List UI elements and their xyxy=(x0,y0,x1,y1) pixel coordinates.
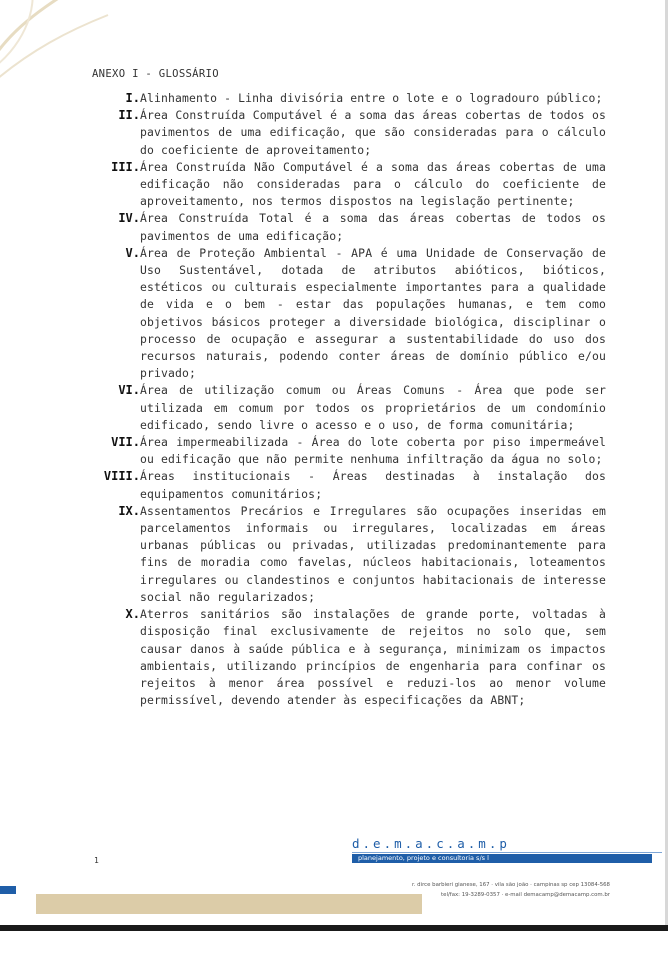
item-text: Área Construída Não Computável é a soma das áreas cobertas de uma edificação não consideradas para o cálculo do coeficiente de aproveitamento, nos termos dispostos na legislação pertinente; xyxy=(140,159,606,209)
glossary-item xyxy=(60,382,606,434)
document-title: ANEXO I - GLOSSÁRIO xyxy=(92,68,219,80)
item-text: Alinhamento - Linha divisória entre o lote e o logradouro público; xyxy=(140,91,603,105)
company-logo xyxy=(352,836,612,862)
logo-wordmark: d.e.m.a.c.a.m.p xyxy=(352,836,510,851)
footer-accent-bar xyxy=(0,886,16,894)
item-text: Área Construída Total é a soma das áreas cobertas de todos os pavimentos de uma edificação; xyxy=(140,211,606,243)
page-number: 1 xyxy=(94,856,99,865)
glossary-item xyxy=(60,210,606,244)
item-text: Área impermeabilizada - Área do lote coberta por piso impermeável ou edificação que não permite nenhuma infiltração da água no solo; xyxy=(140,435,606,467)
glossary-list xyxy=(60,90,606,709)
glossary-item xyxy=(60,503,606,606)
item-number: IV. xyxy=(118,211,140,226)
logo-divider xyxy=(352,852,662,853)
glossary-item xyxy=(60,90,606,107)
logo-tagline: planejamento, projeto e consultoria s/s l xyxy=(352,854,652,863)
footer-phone-email: tel/fax: 19-3289-0357 · e-mail demacamp@demacamp.com.br xyxy=(441,892,610,898)
item-text: Assentamentos Precários e Irregulares são ocupações inseridas em parcelamentos informais ou irregulares, localizadas em áreas urbanas públicas ou privadas, utilizadas predominantemente para fins de moradia como favelas, núcleos habitacionais, loteamentos irregulares ou clandestinos e conjuntos habitacionais de interesse social não regularizados; xyxy=(140,503,606,604)
item-number: VII. xyxy=(111,435,140,450)
item-text: Área de Proteção Ambiental - APA é uma Unidade de Conservação de Uso Sustentável, dotada de atributos abióticos, bióticos, estéticos ou culturais especialmente importantes para a qualidade de vida e o bem - estar das populações humanas, e tem como objetivos básicos proteger a diversidade biológica, disciplinar o processo de ocupação e assegurar a sustentabilidade do uso dos recursos naturais, podendo conter áreas de domínio público e/ou privado; xyxy=(140,245,606,381)
item-text: Área Construída Computável é a soma das áreas cobertas de todos os pavimentos de uma edificação, que são consideradas para o cálculo do coeficiente de aproveitamento; xyxy=(140,108,606,157)
glossary-item xyxy=(60,107,606,159)
glossary-item xyxy=(60,468,606,502)
glossary-item xyxy=(60,159,606,211)
item-number: X. xyxy=(125,607,140,622)
item-text: Área de utilização comum ou Áreas Comuns - Área que pode ser utilizada em comum por todos os proprietários de um condomínio edificado, sendo livre o acesso e o uso, de forma comunitária; xyxy=(140,383,606,432)
footer-contact xyxy=(280,880,610,900)
item-text: Áreas institucionais - Áreas destinadas à instalação dos equipamentos comunitários; xyxy=(140,469,606,501)
glossary-item xyxy=(60,245,606,383)
item-number: III. xyxy=(111,159,140,174)
item-number: VIII. xyxy=(103,469,140,484)
item-number: IX. xyxy=(118,503,140,518)
item-text: Aterros sanitários são instalações de grande porte, voltadas à disposição final exclusivamente de rejeitos no solo que, sem causar danos à saúde pública e à segurança, minimizam os impactos ambientais, utilizando princípios de engenharia para confinar os rejeitos à menor área possível e reduzi-los ao menor volume permissível, devendo atender às especificações da ABNT; xyxy=(140,607,606,708)
item-number: V. xyxy=(125,245,140,260)
glossary-item xyxy=(60,434,606,468)
footer-address: r. dirce barbieri gianese, 167 · vila são joão · campinas sp cep 13084-568 xyxy=(412,882,610,888)
item-number: VI. xyxy=(118,383,140,398)
item-number: II. xyxy=(118,108,140,123)
glossary-item xyxy=(60,606,606,709)
item-number: I. xyxy=(125,91,140,105)
